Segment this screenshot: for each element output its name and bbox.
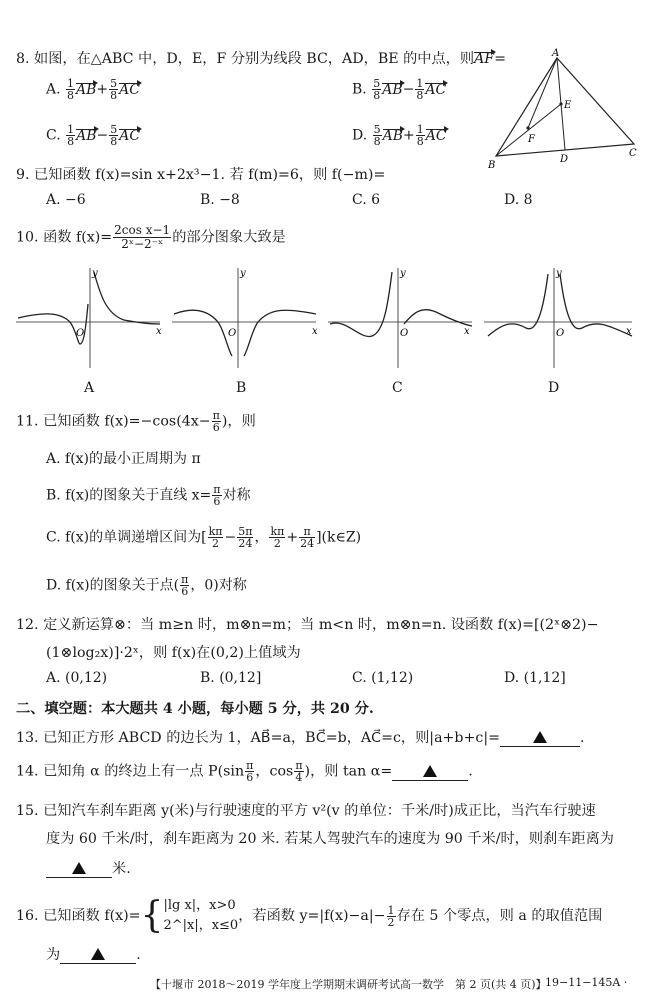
q8-option-d[interactable]: D. $\frac{5}{8}$ AB+ $\frac{1}{8}$ AC [352,123,447,148]
q10-stem: 10. 函数 f(x)= $\frac{\text{2cos x−1}}{\text{2ˣ−2⁻ˣ}}$ 的部分图象大致是 [16,223,286,251]
graph-label-a[interactable]: A [84,380,95,396]
triangle-marker-icon [533,731,547,743]
svg-text:O: O [76,328,85,339]
q16-line2: 为 . [46,947,141,963]
q12-option-b[interactable]: B. (0,12] [200,670,262,686]
graph-d [482,264,638,372]
svg-text:x: x [156,326,162,337]
q13-answer-blank[interactable] [500,730,580,747]
q16-case-2: 2^|x|，x≤0 [163,918,239,933]
q15-line3: 米. [46,858,131,878]
label-a: A [552,48,560,59]
q12-option-a[interactable]: A. (0,12) [46,670,108,686]
q14-answer-blank[interactable] [392,764,468,781]
q9-option-a[interactable]: A. −6 [46,192,86,208]
q15-line2: 度为 60 千米/时，刹车距离为 20 米. 若某人驾驶汽车的速度为 90 千米/时，则刹车距离为 [46,831,614,847]
label-e: E [564,100,572,111]
q9-option-d[interactable]: D. 8 [504,192,533,208]
page-code: · 19−11−145A · [538,976,628,989]
svg-text:y: y [92,268,98,279]
svg-text:O: O [228,328,237,339]
q15-answer-blank[interactable] [46,861,112,878]
q8-stem: 8. 如图，在△ABC 中，D，E，F 分别为线段 BC，AD，BE 的中点，则AF= [16,51,507,67]
q12-line2: (1⊗log₂x)]·2ˣ，则 f(x)在(0,2)上值域为 [46,645,301,661]
graph-label-c[interactable]: C [392,380,403,396]
q9-stem: 9. 已知函数 f(x)=sin x+2x³−1. 若 f(m)=6，则 f(−m)= [16,167,386,183]
q11-option-b[interactable]: B. f(x)的图象关于直线 x= $\frac{\pi}{6}$ 对称 [46,483,251,508]
svg-text:O: O [556,328,565,339]
graph-label-d[interactable]: D [548,380,560,396]
svg-text:y: y [556,268,562,279]
svg-text:x: x [626,326,632,337]
q15-line1: 15. 已知汽车刹车距离 y(米)与行驶速度的平方 v²(v 的单位：千米/时)成正比，当汽车行驶速 [16,803,596,819]
triangle-figure [482,46,642,176]
svg-text:x: x [464,326,470,337]
q9-option-b[interactable]: B. −8 [200,192,240,208]
page-footer: 【十堰市 2018～2019 学年度上学期期末调研考试高一数学 第 2 页(共 4 页)】 [150,978,547,991]
q8-option-a[interactable]: A. $\frac{1}{8}$ AB+ $\frac{5}{8}$ AC [46,77,140,102]
q12-line1: 12. 定义新运算⊗：当 m≥n 时，m⊗n=m；当 m<n 时，m⊗n=n. 设函数 f(x)=[(2ˣ⊗2)− [16,617,599,633]
label-d: D [560,154,569,165]
q12-option-c[interactable]: C. (1,12) [352,670,414,686]
svg-text:O: O [400,328,409,339]
q14-stem: 14. 已知角 α 的终边上有一点 P(sin $\frac{\pi}{6}$ ，cos $\frac{\pi}{4}$ )，则 tan α= . [16,759,473,784]
graph-b [170,264,320,372]
q12-option-d[interactable]: D. (1,12] [504,670,566,686]
section-heading: 二、填空题：本大题共 4 小题，每小题 5 分，共 20 分. [16,701,374,717]
q11-option-c[interactable]: C. f(x)的单调递增区间为[ $\frac{k\pi}{2}$ − $\frac{5\pi}{24}$ ， $\frac{k\pi}{2}$ + $\frac{\pi}{24}$ ](k∈Z) [46,525,362,550]
triangle-marker-icon [91,948,105,960]
label-b: B [488,160,496,171]
q16-stem: 16. 已知函数 f(x)={ |lg x|，x>0 2^|x|，x≤0 ，若函数 y=|f(x)−a|− $\frac{1}{2}$ 存在 5 个零点，则 a 的取值范围 [16,895,603,936]
q16-answer-blank[interactable] [60,947,136,964]
q8-option-c[interactable]: C. $\frac{1}{8}$ AB− $\frac{5}{8}$ AC [46,123,141,148]
q8-option-b[interactable]: B. $\frac{5}{8}$ AB− $\frac{1}{8}$ AC [352,77,447,102]
svg-text:x: x [312,326,318,337]
q13-stem: 13. 已知正方形 ABCD 的边长为 1，AB⃗=a，BC⃗=b，AC⃗=c，则|a+b+c|= . [16,730,585,746]
vector-af: AF [474,51,495,67]
graph-label-b[interactable]: B [236,380,247,396]
q11-stem: 11. 已知函数 f(x)=−cos(4x− $\frac{\pi}{6}$ )，则 [16,409,256,434]
q11-option-d[interactable]: D. f(x)的图象关于点( $\frac{\pi}{6}$ ，0)对称 [46,573,247,598]
svg-text:y: y [240,268,246,279]
svg-text:y: y [400,268,406,279]
q9-option-c[interactable]: C. 6 [352,192,381,208]
label-f: F [528,134,535,145]
graph-a [14,264,164,372]
q11-option-a[interactable]: A. f(x)的最小正周期为 π [46,451,201,467]
label-c: C [629,148,637,159]
triangle-marker-icon [423,765,437,777]
q16-case-1: |lg x|，x>0 [163,898,236,913]
triangle-marker-icon [72,862,86,874]
graph-c [326,264,476,372]
